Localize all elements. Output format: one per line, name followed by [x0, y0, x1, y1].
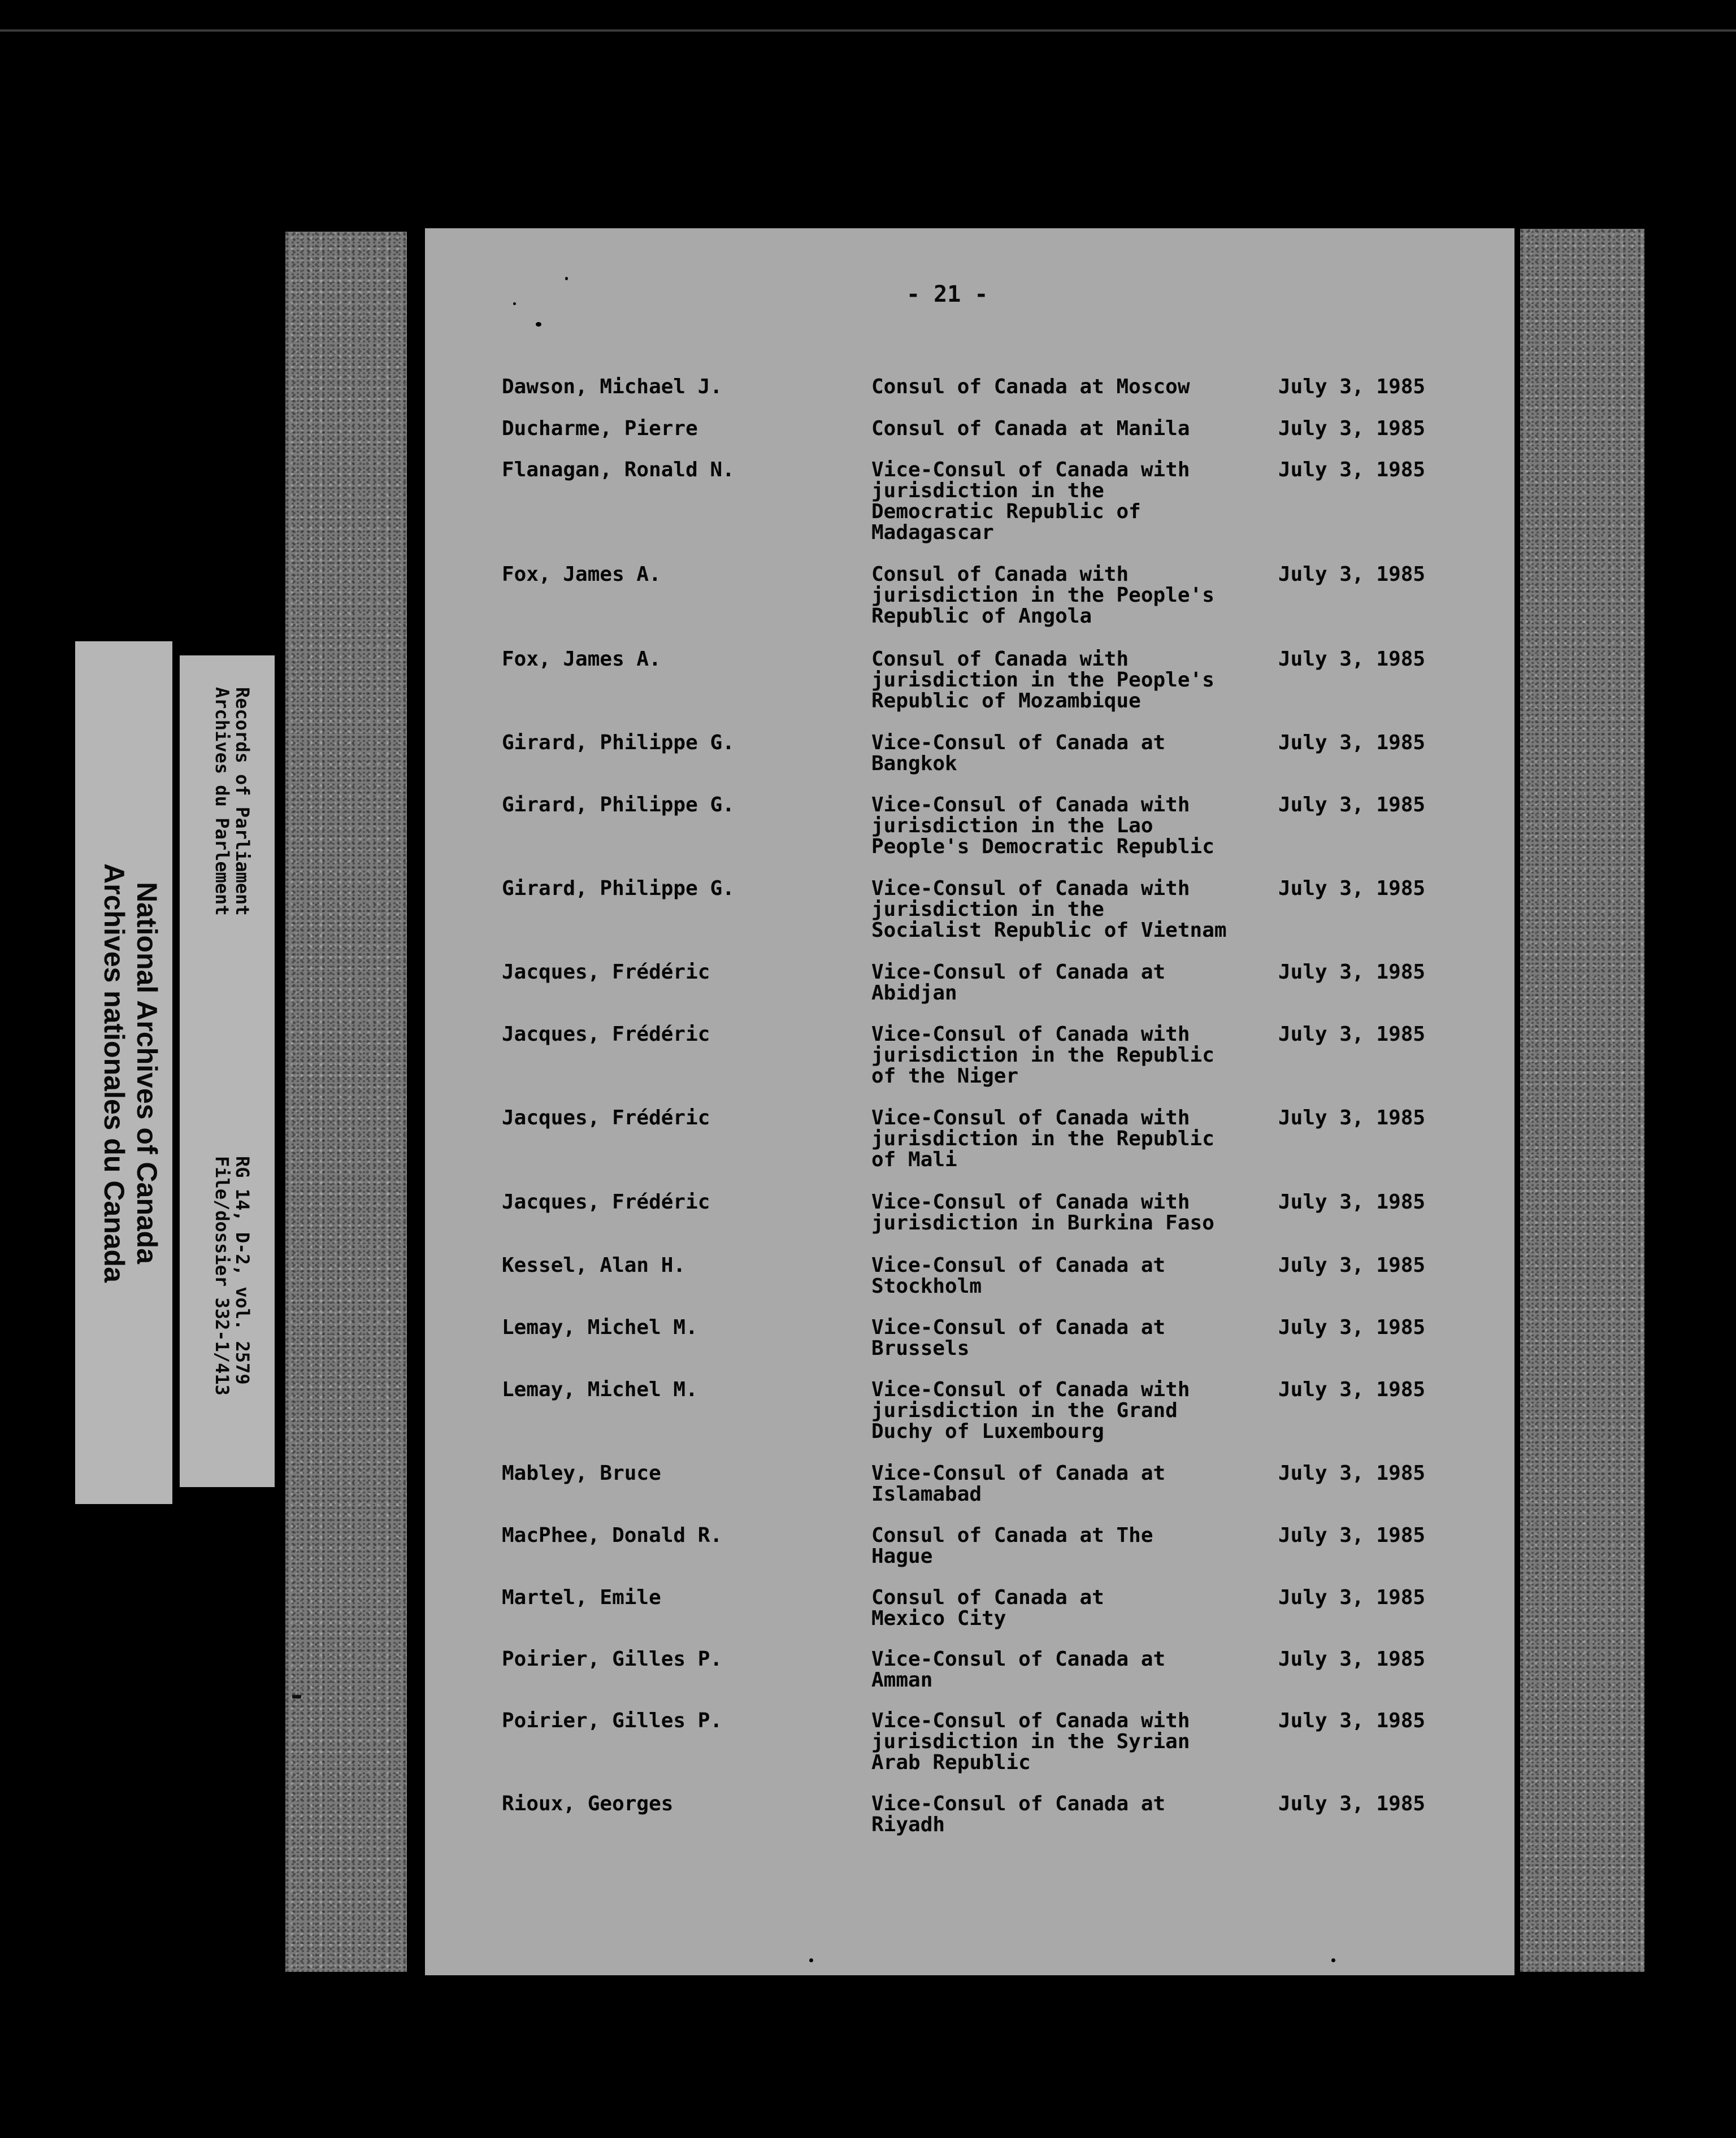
- appointment-position: Vice-Consul of Canada at Stockholm: [871, 1254, 1166, 1298]
- records-name-english: Records of Parliament: [232, 687, 253, 916]
- appointment-position: Vice-Consul of Canada at Brussels: [871, 1316, 1166, 1360]
- appointment-date: July 3, 1985: [1278, 1648, 1426, 1671]
- appointee-name: Poirier, Gilles P.: [502, 1709, 723, 1732]
- appointee-name: Poirier, Gilles P.: [502, 1648, 723, 1671]
- records-name-french: Archives du Parlement: [211, 687, 233, 916]
- archives-label-text: [84, 672, 163, 1474]
- scan-speck: [513, 302, 516, 305]
- appointment-date: July 3, 1985: [1278, 563, 1426, 586]
- appointment-date: July 3, 1985: [1278, 961, 1426, 984]
- left-scan-margin: [285, 232, 407, 1972]
- appointee-name: Lemay, Michel M.: [502, 1378, 698, 1401]
- appointment-position: Consul of Canada at Manila: [871, 417, 1190, 440]
- appointment-position: Vice-Consul of Canada with jurisdiction in the Grand Duchy of Luxembourg: [871, 1378, 1190, 1443]
- appointment-position: Vice-Consul of Canada with jurisdiction in the Republic of the Niger: [871, 1023, 1214, 1088]
- appointee-name: Girard, Philippe G.: [502, 877, 735, 900]
- appointment-position: Consul of Canada at Moscow: [871, 375, 1190, 398]
- appointment-position: Consul of Canada with jurisdiction in the People's Republic of Mozambique: [871, 648, 1214, 712]
- appointment-position: Consul of Canada at Mexico City: [871, 1586, 1104, 1630]
- appointment-position: Vice-Consul of Canada with jurisdiction in Burkina Faso: [871, 1190, 1214, 1235]
- archives-name-english: National Archives of Canada: [131, 881, 163, 1264]
- appointee-name: Kessel, Alan H.: [502, 1254, 686, 1277]
- appointment-date: July 3, 1985: [1278, 1378, 1426, 1401]
- appointment-date: July 3, 1985: [1278, 877, 1426, 900]
- appointment-date: July 3, 1985: [1278, 417, 1426, 440]
- records-collection: [212, 687, 253, 916]
- appointee-name: Girard, Philippe G.: [502, 793, 735, 816]
- appointee-name: Jacques, Frédéric: [502, 1023, 710, 1046]
- scan-mark: [292, 1695, 301, 1698]
- records-volume: RG 14, D-2, vol. 2579: [232, 1156, 253, 1385]
- appointment-date: July 3, 1985: [1278, 1586, 1426, 1609]
- appointee-name: Dawson, Michael J.: [502, 375, 723, 398]
- page-number: - 21 -: [906, 281, 988, 307]
- scan-speck: [536, 322, 541, 327]
- records-label-card: [180, 655, 275, 1487]
- appointment-position: Vice-Consul of Canada with jurisdiction in the Syrian Arab Republic: [871, 1709, 1190, 1774]
- appointment-date: July 3, 1985: [1278, 1190, 1426, 1214]
- appointment-date: July 3, 1985: [1278, 1254, 1426, 1277]
- records-label-text: [196, 670, 258, 1472]
- appointment-position: Consul of Canada at The Hague: [871, 1524, 1153, 1568]
- appointment-position: Vice-Consul of Canada at Riyadh: [871, 1792, 1166, 1836]
- records-file-number: File/dossier 332-1/413: [211, 1156, 233, 1396]
- appointee-name: Ducharme, Pierre: [502, 417, 698, 440]
- appointee-name: Rioux, Georges: [502, 1792, 674, 1815]
- appointment-date: July 3, 1985: [1278, 1462, 1426, 1485]
- film-frame-edge: [0, 29, 1736, 32]
- appointment-date: July 3, 1985: [1278, 1524, 1426, 1547]
- appointment-position: Vice-Consul of Canada at Bangkok: [871, 731, 1166, 775]
- appointee-name: Flanagan, Ronald N.: [502, 458, 735, 481]
- appointment-date: July 3, 1985: [1278, 1106, 1426, 1129]
- appointment-date: July 3, 1985: [1278, 1709, 1426, 1732]
- appointment-date: July 3, 1985: [1278, 1023, 1426, 1046]
- appointment-date: July 3, 1985: [1278, 1792, 1426, 1815]
- appointee-name: Fox, James A.: [502, 563, 661, 586]
- appointment-position: Vice-Consul of Canada with jurisdiction in the Lao People's Democratic Republic: [871, 793, 1214, 858]
- appointee-name: Martel, Emile: [502, 1586, 661, 1609]
- archives-label-card: [75, 641, 172, 1504]
- appointment-position: Vice-Consul of Canada at Abidjan: [871, 961, 1166, 1005]
- appointee-name: Jacques, Frédéric: [502, 1190, 710, 1214]
- appointee-name: Lemay, Michel M.: [502, 1316, 698, 1339]
- right-scan-margin: [1520, 229, 1644, 1972]
- appointment-position: Vice-Consul of Canada with jurisdiction in the Democratic Republic of Madagascar: [871, 458, 1190, 544]
- appointment-date: July 3, 1985: [1278, 375, 1426, 398]
- appointee-name: Jacques, Frédéric: [502, 961, 710, 984]
- scan-speck: [1331, 1958, 1335, 1962]
- scan-speck: [565, 277, 568, 280]
- appointee-name: Fox, James A.: [502, 648, 661, 671]
- appointment-position: Vice-Consul of Canada at Amman: [871, 1648, 1166, 1692]
- appointee-name: Girard, Philippe G.: [502, 731, 735, 754]
- appointee-name: MacPhee, Donald R.: [502, 1524, 723, 1547]
- appointee-name: Jacques, Frédéric: [502, 1106, 710, 1129]
- appointment-position: Vice-Consul of Canada with jurisdiction in the Republic of Mali: [871, 1106, 1214, 1171]
- appointment-date: July 3, 1985: [1278, 1316, 1426, 1339]
- appointment-position: Consul of Canada with jurisdiction in the People's Republic of Angola: [871, 563, 1214, 628]
- records-reference: [212, 1156, 253, 1396]
- archives-name-french: Archives nationales du Canada: [98, 863, 130, 1283]
- appointment-position: Vice-Consul of Canada at Islamabad: [871, 1462, 1166, 1506]
- appointment-position: Vice-Consul of Canada with jurisdiction in the Socialist Republic of Vietnam: [871, 877, 1227, 942]
- appointment-date: July 3, 1985: [1278, 648, 1426, 671]
- scan-speck: [809, 1958, 813, 1962]
- appointee-name: Mabley, Bruce: [502, 1462, 661, 1485]
- appointment-date: July 3, 1985: [1278, 731, 1426, 754]
- appointment-date: July 3, 1985: [1278, 793, 1426, 816]
- appointment-date: July 3, 1985: [1278, 458, 1426, 481]
